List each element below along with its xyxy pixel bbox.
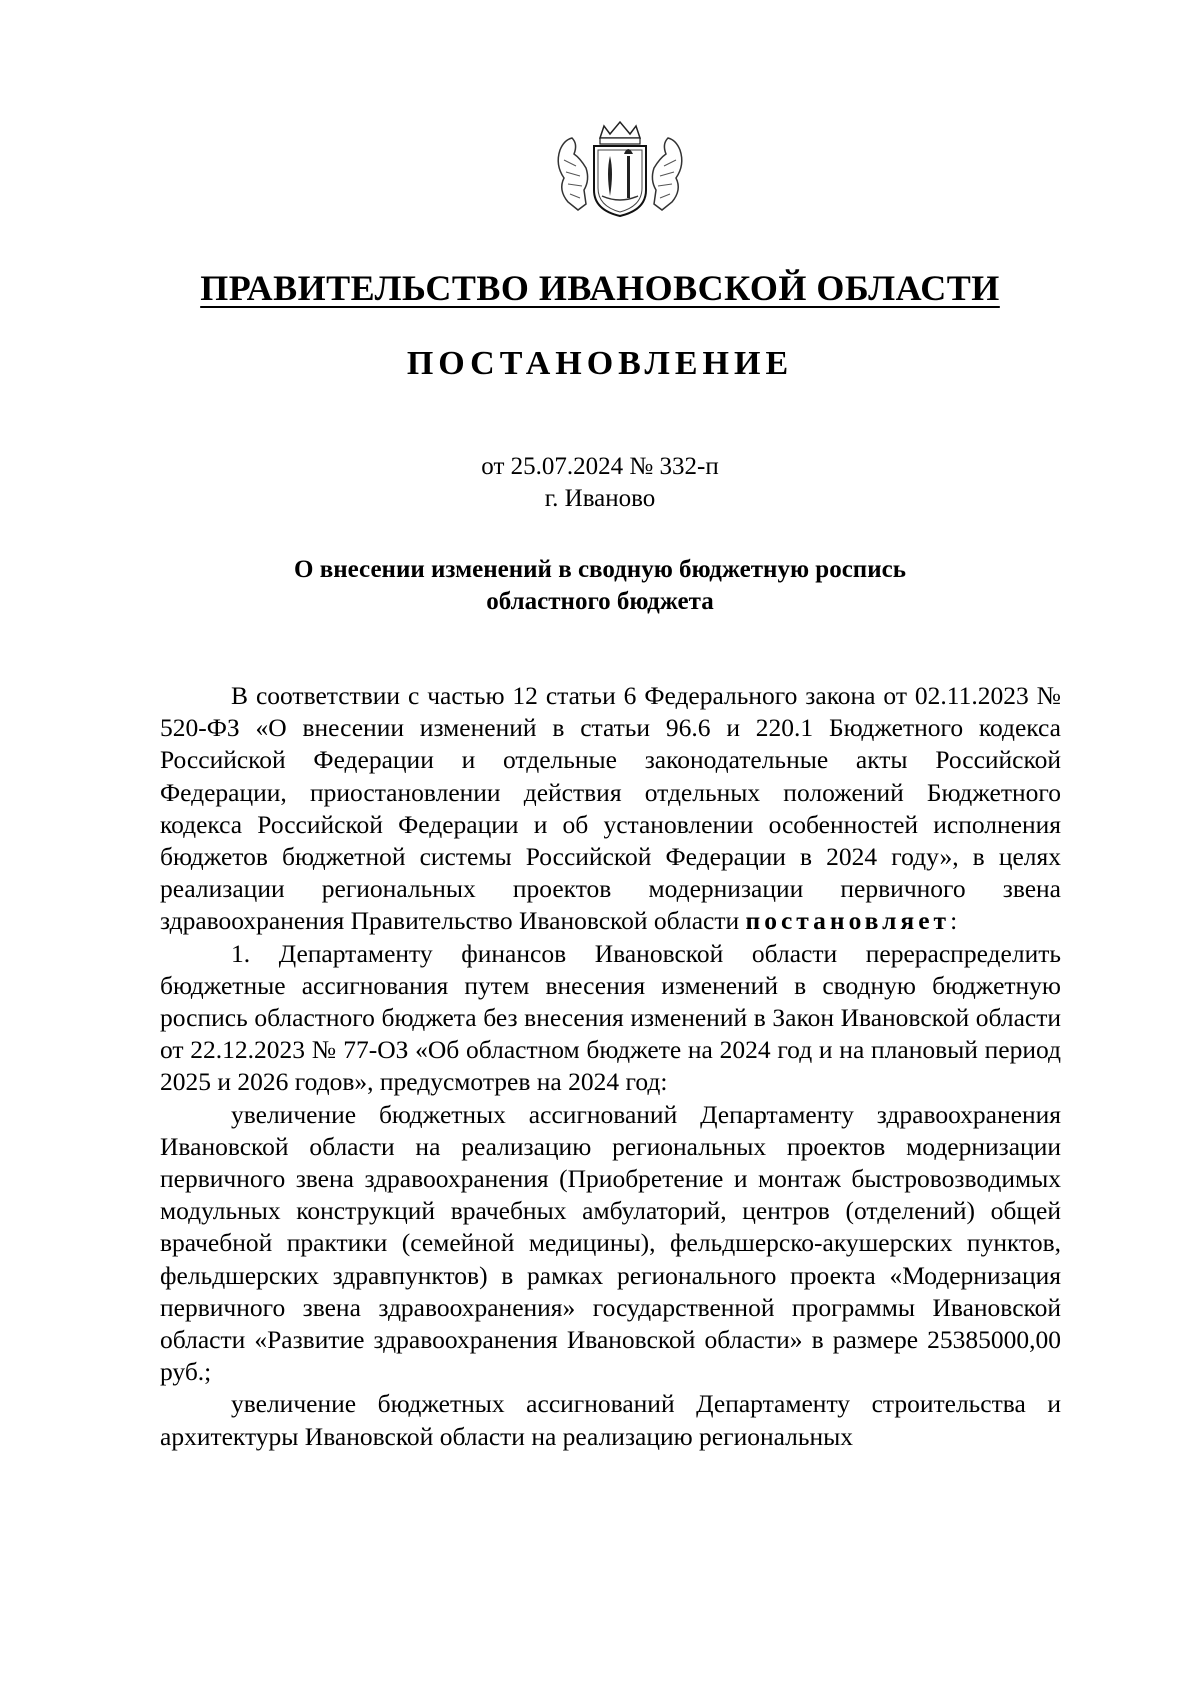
- subject-line-1: О внесении изменений в сводную бюджетную роспись: [294, 556, 906, 583]
- subject-line-2: областного бюджета: [486, 588, 714, 615]
- city: г. Иваново: [544, 485, 656, 512]
- paragraph-preamble: [160, 680, 1061, 938]
- document-body: [160, 680, 1061, 1453]
- preamble-text: В соответствии с частью 12 статьи 6 Федерального закона от 02.11.2023 № 520-ФЗ «О внесении изменений в статьи 96.6 и 220.1 Бюджетного кодекса Российской Федерации и отдельные законодательные акты Российской Федерации, приостановлении действия отдельных положений Бюджетного кодекса Российской Федерации и об установлении особенностей исполнения бюджетов бюджетной системы Российской Федерации в 2024 году», в целях реализации региональных проектов модернизации первичного звена здравоохранения Правительство Ивановской области: [160, 681, 1061, 936]
- coat-of-arms-emblem: [550, 120, 690, 220]
- government-title: [150, 268, 1050, 308]
- paragraph-item-1: 1. Департаменту финансов Ивановской области перераспределить бюджетные ассигнования путем внесения изменений в сводную бюджетную роспись областного бюджета без внесения изменений в Закон Ивановской области от 22.12.2023 № 77-ОЗ «Об областном бюджете на 2024 год и на плановый период 2025 и 2026 годов», предусмотрев на 2024 год:: [160, 938, 1061, 1097]
- date-number: от 25.07.2024 № 332-п: [481, 453, 719, 480]
- document-type: ПОСТАНОВЛЕНИЕ: [406, 345, 794, 382]
- paragraph-construction: увеличение бюджетных ассигнований Департаменту строительства и архитектуры Ивановской области на реализацию региональных: [160, 1389, 1061, 1451]
- paragraph-health: увеличение бюджетных ассигнований Департаменту здравоохранения Ивановской области на реализацию региональных проектов модернизации первичного звена здравоохранения (Приобретение и монтаж быстровозводимых модульных конструкций врачебных амбулаторий, центров (отделений) общей врачебной практики (семейной медицины), фельдшерско-акушерских пунктов, фельдшерских здравпунктов) в рамках регионального проекта «Модернизация первичного звена здравоохранения» государственной программы Ивановской области «Развитие здравоохранения Ивановской области» в размере 25385000,00 руб.;: [160, 1099, 1061, 1387]
- preamble-end: :: [950, 906, 958, 936]
- document-subject: [200, 554, 1000, 618]
- decree-word: постановляет: [745, 906, 951, 936]
- government-title-text: ПРАВИТЕЛЬСТВО ИВАНОВСКОЙ ОБЛАСТИ: [200, 268, 1000, 308]
